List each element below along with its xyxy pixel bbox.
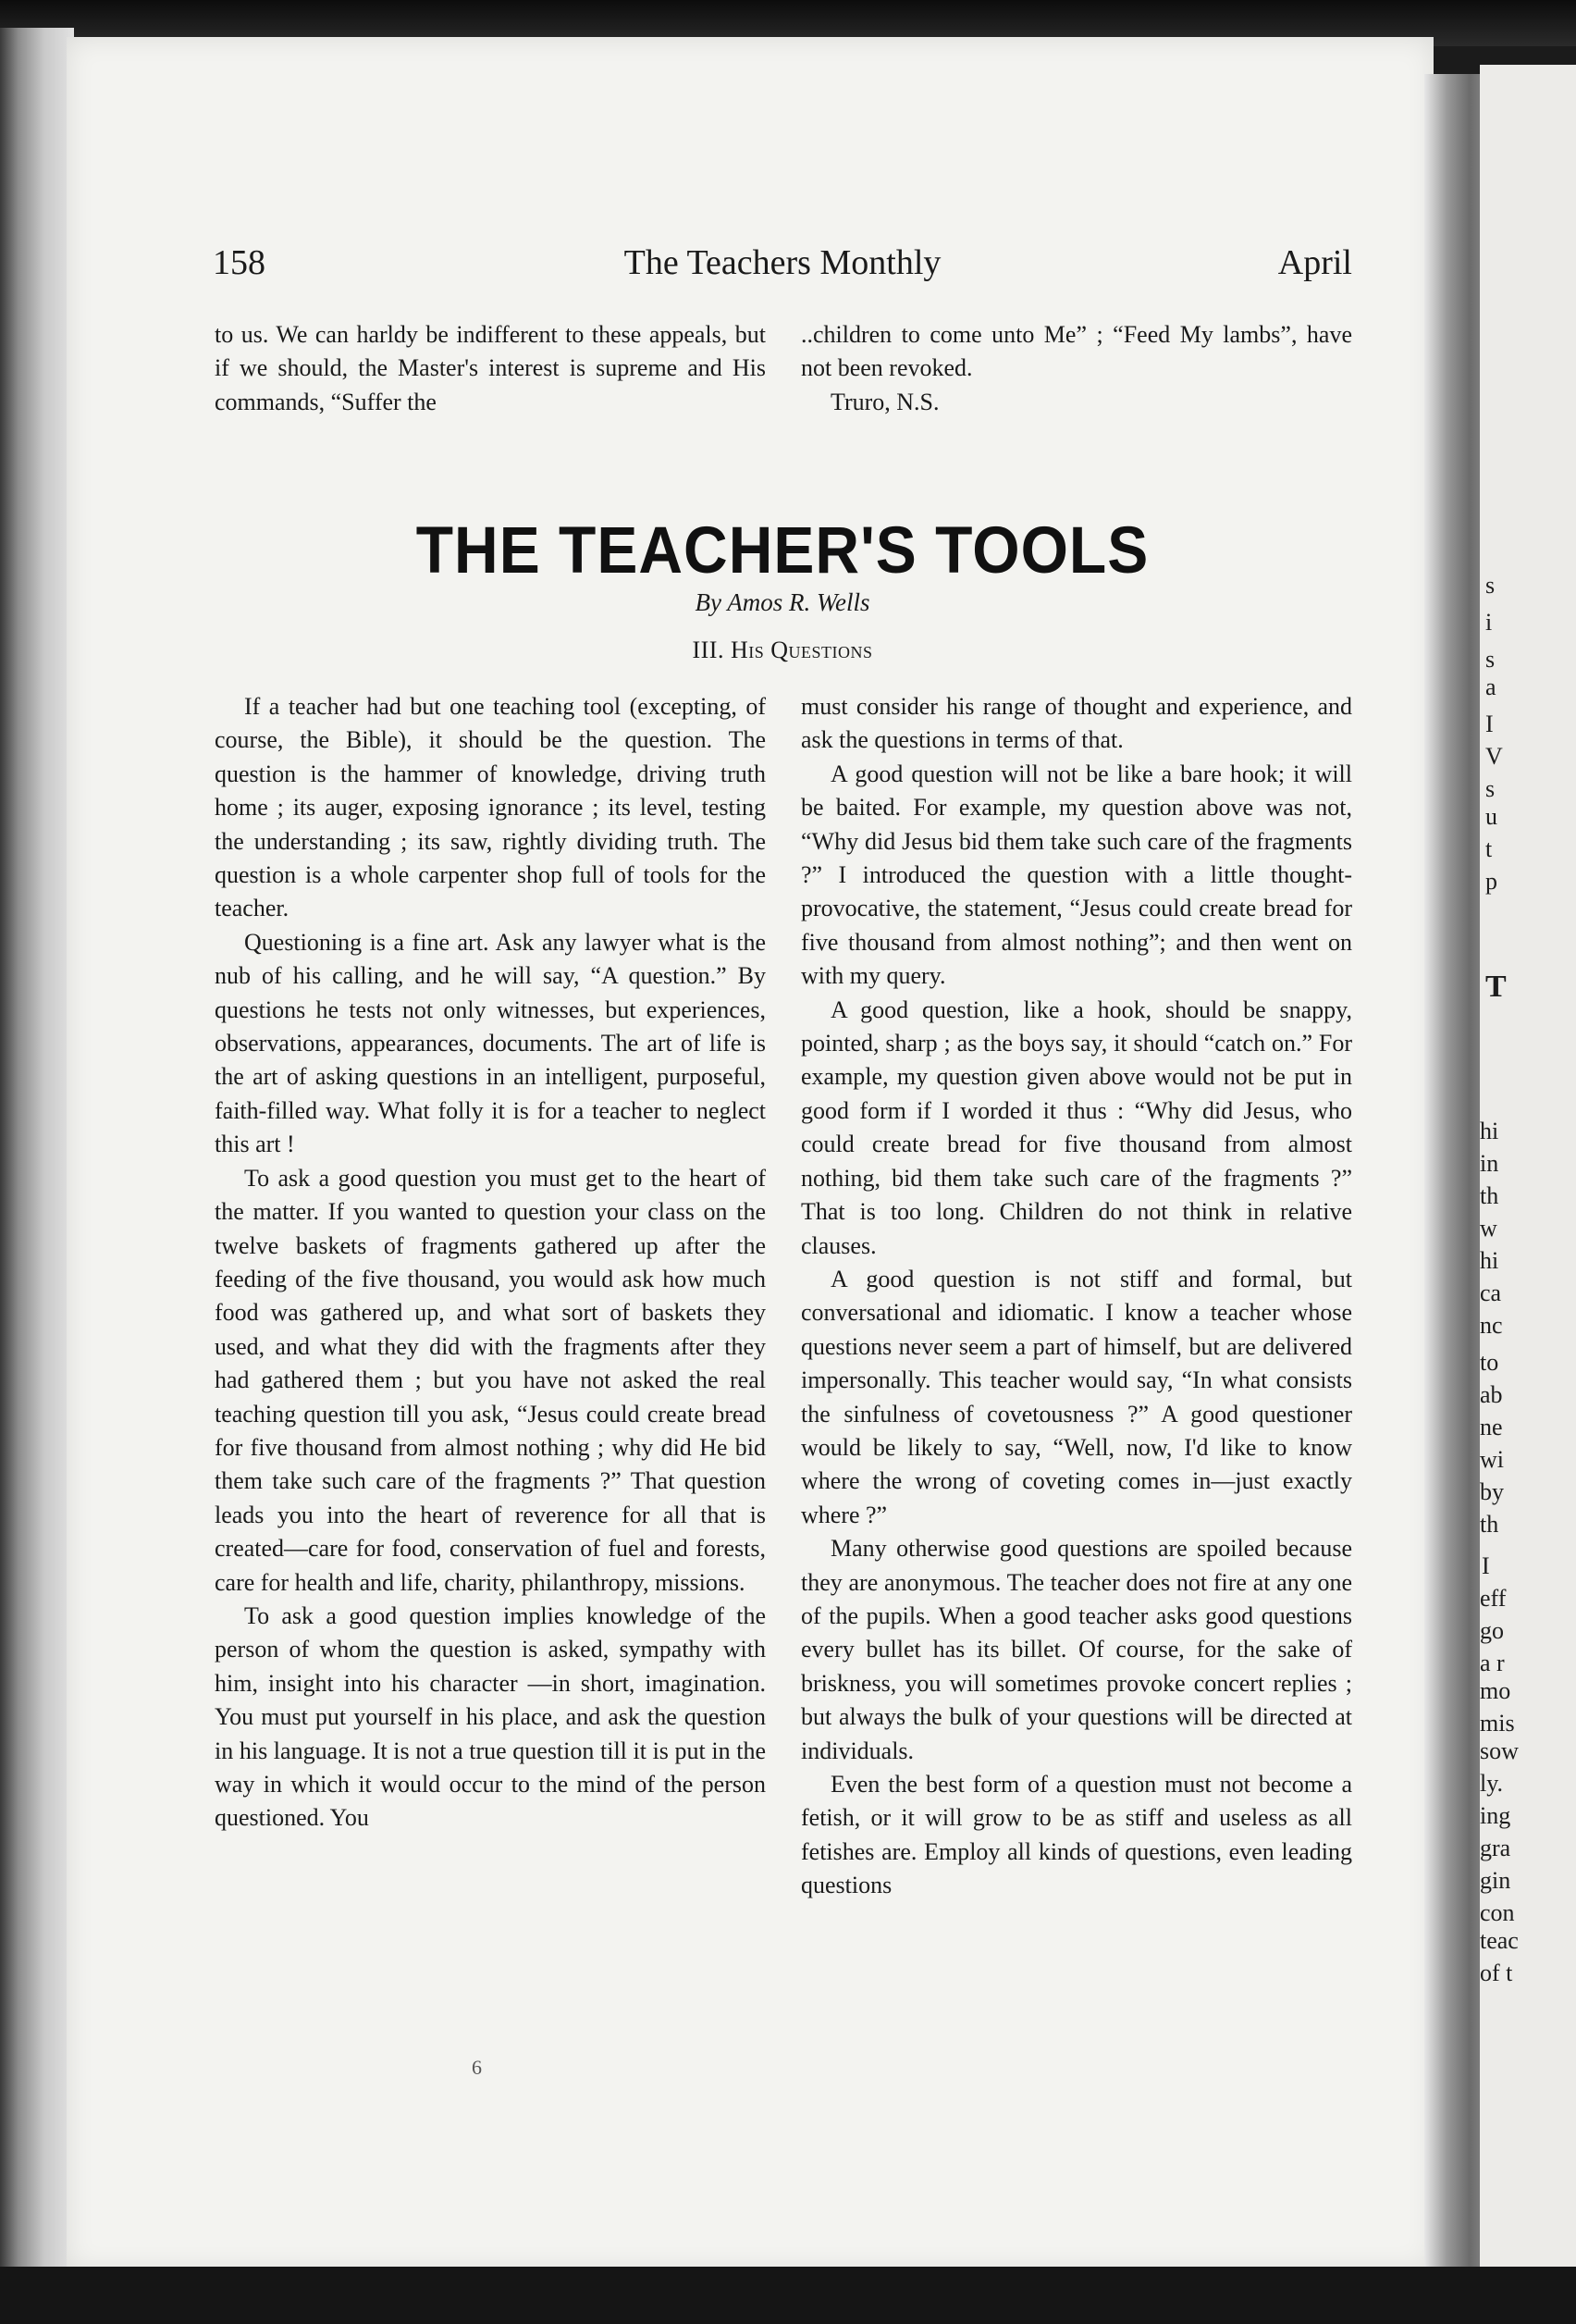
adjacent-page-fragment: ca [1480, 1279, 1502, 1306]
book-binding-edge [0, 28, 74, 2285]
previous-article-right-column [801, 318, 1352, 419]
adjacent-page-fragment: sow [1480, 1737, 1519, 1764]
adjacent-page-fragment: eff [1480, 1585, 1507, 1612]
adjacent-page-fragment: s [1485, 775, 1496, 802]
article-title: THE TEACHER'S TOOLS [415, 513, 1150, 587]
adjacent-page-fragment: p [1485, 868, 1497, 895]
paragraph: To ask a good question implies knowledge of the person of whom the question is asked, sympathy with him, insight into his character —in short, imagination. You must put yourself in his place, and ask the question in his language. It is not a true question till it is put in the way in which it would occur to the mind of the person questioned. You [215, 1601, 766, 1832]
paragraph: A good question will not be like a bare hook; it will be baited. For example, my question above was not, “Why did Jesus bid them take such care of the fragments ?” I introduced the question with a little thought-provocative, the statement, “Jesus could create bread for five thousand from almost nothing”; and then went on with my query. [801, 760, 1352, 990]
paragraph: must consider his range of thought and experience, and ask the questions in terms of that. [801, 693, 1352, 754]
journal-title: The Teachers Monthly [623, 243, 942, 282]
paragraph: Many otherwise good questions are spoiled because they are anonymous. The teacher does not fire at any one of the pupils. When a good teacher asks good questions every bullet has its billet. Of course, for the sake of briskness, you will sometimes provoke concert replies ; but always the bulk of your questions will be directed at individuals. [801, 1535, 1352, 1764]
section-heading [213, 637, 1352, 664]
paragraph: Even the best form of a question must not become a fetish, or it will grow to be as stiff and useless as all fetishes are. Employ all kinds of questions, even leading questions [801, 1771, 1352, 1899]
section-name: His Questions [730, 637, 873, 663]
previous-article-signoff: Truro, N.S. [831, 388, 940, 415]
adjacent-page-fragment: ab [1480, 1381, 1503, 1408]
paragraph: To ask a good question you must get to the heart of the matter. If you wanted to question your class on the twelve baskets of fragments gathered up after the feeding of the five thousand, you would ask how much food was gathered up, and what sort of baskets they used, and what they did with the fragments after they had gathered them ; but you have not asked the real teaching question till you ask, “Jesus could create bread for five thousand from almost nothing ; why did He bid them take such care of the fragments ?” That question leads you into the heart of reverence for all that is created—care for food, conservation of fuel and forests, care for health and life, charity, philanthropy, missions. [215, 1164, 766, 1596]
adjacent-page-fragment: by [1480, 1478, 1504, 1505]
adjacent-page-fragment: gra [1480, 1835, 1511, 1861]
adjacent-page-fragment: of t [1480, 1959, 1513, 1986]
adjacent-page-fragment: teac [1480, 1927, 1519, 1954]
issue-month: April [1277, 243, 1352, 282]
adjacent-page-fragment: mis [1480, 1710, 1515, 1737]
previous-article-left-column [215, 318, 766, 419]
adjacent-page-fragment: u [1485, 803, 1497, 830]
adjacent-page-fragment: con [1480, 1899, 1515, 1926]
adjacent-page-fragment: I [1485, 711, 1494, 737]
adjacent-page-fragment: w [1480, 1215, 1497, 1242]
previous-article-text-continued: ..children to come unto Me” ; “Feed My lambs”, have not been revoked. [801, 321, 1352, 382]
adjacent-page [1480, 65, 1576, 2285]
scan-bottom-edge [0, 2267, 1576, 2324]
adjacent-page-fragment: hi [1480, 1247, 1499, 1274]
running-head [213, 242, 1352, 289]
adjacent-page-fragment: to [1480, 1349, 1499, 1376]
signature-mark: 6 [472, 2056, 482, 2079]
adjacent-page-fragment: wi [1480, 1446, 1504, 1473]
paragraph: Questioning is a fine art. Ask any lawyer what is the nub of his calling, and he will say, “A question.” By questions he tests not only witnesses, but experiences, observations, appearances, documents. The art of life is the art of asking questions in an intelligent, purposeful, faith-filled way. What folly it is for a teacher to neglect this art ! [215, 928, 766, 1158]
adjacent-page-fragment: I [1482, 1552, 1490, 1579]
paragraph: A good question, like a hook, should be snappy, pointed, sharp ; as the boys say, it should “catch on.” For example, my question given above would not be put in good form if I worded it thus : “Why did Jesus, who could create bread for five thousand from almost nothing, bid them take such care of the fragments ?” That is too long. Children do not think in relative clauses. [801, 995, 1352, 1259]
adjacent-page-fragment: in [1480, 1150, 1499, 1177]
adjacent-page-fragment: a r [1480, 1650, 1505, 1676]
page-number: 158 [213, 243, 265, 282]
adjacent-page-fragment: s [1485, 572, 1496, 599]
adjacent-page-fragment: go [1480, 1617, 1504, 1644]
adjacent-page-fragment: th [1480, 1511, 1499, 1538]
adjacent-page-fragment: s [1485, 646, 1496, 673]
adjacent-page-fragment: T [1485, 970, 1507, 1004]
adjacent-page-fragment: t [1485, 835, 1493, 862]
adjacent-page-fragment: th [1480, 1182, 1499, 1209]
adjacent-page-fragment: ing [1480, 1802, 1511, 1829]
paragraph: A good question is not stiff and formal, but conversational and idiomatic. I know a teacher whose questions never seem a part of himself, but are delivered impersonally. This teacher would say, “In what consists the sinfulness of covetousness ?” A good questioner would be likely to say, “Well, now, I'd like to know where the wrong of coveting comes in—just exactly where ?” [801, 1265, 1352, 1528]
adjacent-page-fragment: gin [1480, 1867, 1511, 1894]
adjacent-page-fragment: ly. [1480, 1770, 1504, 1797]
adjacent-page-fragment: V [1485, 743, 1503, 770]
section-number: III. [692, 637, 724, 663]
adjacent-page-fragment: nc [1480, 1312, 1503, 1339]
article-byline: By Amos R. Wells [695, 588, 870, 616]
previous-article-text: to us. We can harldy be indifferent to these appeals, but if we should, the Master's interest is supreme and His commands, “Suffer the [215, 321, 766, 415]
paragraph: If a teacher had but one teaching tool (excepting, of course, the Bible), it should be the question. The question is the hammer of knowledge, driving truth home ; its auger, exposing ignorance ; its level, testing the understanding ; its saw, rightly dividing truth. The question is a whole carpenter shop full of tools for the teacher. [215, 693, 766, 922]
article-left-column [215, 690, 766, 1836]
article-right-column [801, 690, 1352, 1903]
adjacent-page-fragment: hi [1480, 1118, 1499, 1144]
adjacent-page-fragment: ne [1480, 1414, 1503, 1440]
adjacent-page-fragment: a [1485, 674, 1496, 700]
adjacent-page-fragment: i [1485, 609, 1493, 636]
adjacent-page-fragment: mo [1480, 1677, 1511, 1704]
